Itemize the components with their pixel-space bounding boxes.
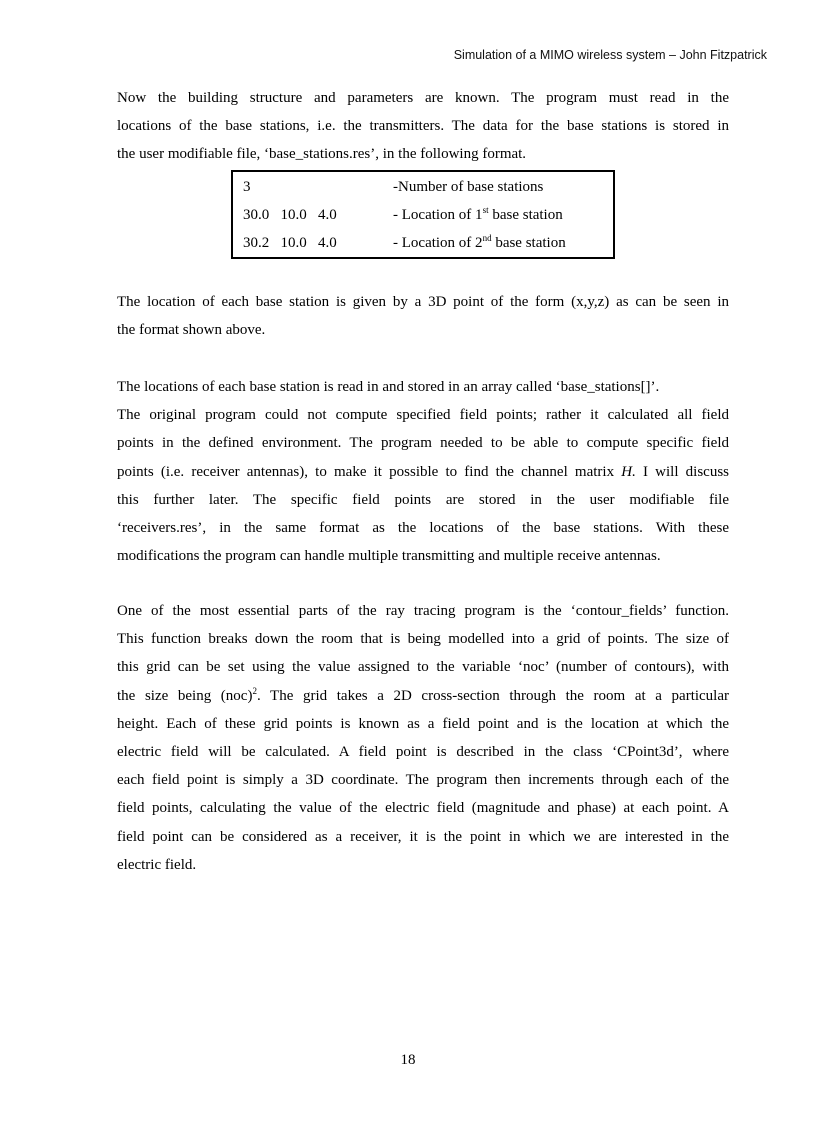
text-line: The location of each base station is given by a 3D point of the form (x,y,z) as can be seen in [117,294,729,310]
text-line: points (i.e. receiver antennas), to make it possible to find the channel matrix H. I will discuss [117,463,730,480]
table-description: - Location of 2nd base station [393,233,566,251]
text-line: the size being (noc)$^2$. The grid takes a 2D cross-section through the room at a particular [117,685,730,704]
table-description: - Location of 1st base station [393,205,563,223]
paragraph-base-stations-array [117,373,729,570]
text-line: The original program could not compute specified field points; rather it calculated all field [117,407,729,424]
text-line: this grid can be set using the value assigned to the variable ‘noc’ (number of contours), with [117,659,729,676]
text-line: modifications the program can handle multiple transmitting and multiple receive antennas. [117,548,661,565]
page-number: 18 [400,1052,416,1068]
text-line: each field point is simply a 3D coordinate. The program then increments through each of the [117,772,729,789]
paragraph-location-format [117,288,729,344]
exponent: 2 [252,685,257,696]
table-values: 30.2 10.0 4.0 [243,235,337,251]
text-line: electric field. [117,856,197,873]
table-row [243,229,566,257]
table-values: 3 [243,179,251,195]
text-line: locations of the base stations, i.e. the transmitters. The data for the base stations is stored in [117,118,729,135]
text-line: This function breaks down the room that is being modelled into a grid of points. The size of [117,631,729,648]
text-line: the user modifiable file, ‘base_stations.res’, in the following format. [117,146,527,163]
text-line: field point can be considered as a receiver, it is the point in which we are interested in the [117,828,729,845]
table-values: 30.0 10.0 4.0 [243,207,337,223]
text-line: One of the most essential parts of the ray tracing program is the ‘contour_fields’ function. [117,603,729,619]
table-row [243,201,563,229]
paragraph-contour-fields [117,597,729,879]
running-header: Simulation of a MIMO wireless system – John Fitzpatrick [453,48,767,62]
text-line: the format shown above. [117,322,266,339]
text-line: this further later. The specific field points are stored in the user modifiable file [117,491,729,508]
table-row [243,173,543,201]
base-stations-format-table [231,170,615,259]
table-description: -Number of base stations [393,179,544,195]
text-line: height. Each of these grid points is known as a field point and is the location at which the [117,715,729,732]
text-line: electric field will be calculated. A field point is described in the class ‘CPoint3d’, where [117,743,729,760]
text-line: Now the building structure and parameters are known. The program must read in the [117,90,729,106]
matrix-symbol: H. [621,463,636,480]
text-line: points in the defined environment. The program needed to be able to compute specific field [117,435,729,452]
text-line: ‘receivers.res’, in the same format as the locations of the base stations. With these [117,519,729,536]
paragraph-base-stations-intro [117,84,729,169]
text-line: field points, calculating the value of the electric field (magnitude and phase) at each point. A [117,800,729,817]
text-line: The locations of each base station is read in and stored in an array called ‘base_stations[]’. [117,379,660,395]
